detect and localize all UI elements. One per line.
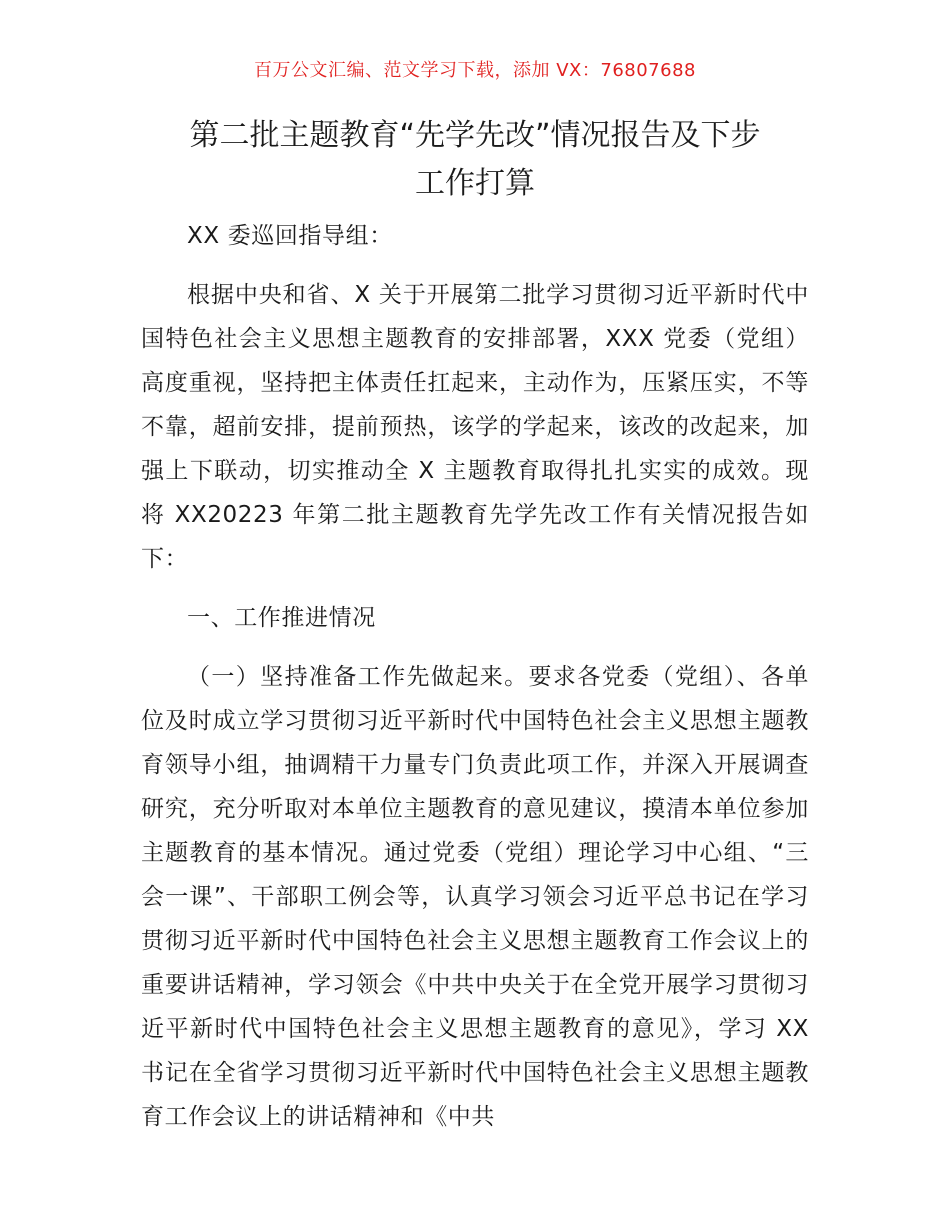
section-heading: 一、工作推进情况 <box>187 605 376 631</box>
title-line-2: 工作打算 <box>415 166 535 201</box>
intro-paragraph: 根据中央和省、X 关于开展第二批学习贯彻习近平新时代中国特色社会主义思想主题教育的安排部署，XXX 党委（党组）高度重视，坚持把主体责任扛起来，主动作为，压紧压实，不等不靠，超前安排，提前预热，该学的学起来，该改的改起来，加强上下联动，切实推动全 X 主题教育取得扎扎实实的成效。现将 XX20223 年第二批主题教育先学先改工作有关情况报告如下： <box>141 282 809 572</box>
section-paragraph: （一）坚持准备工作先做起来。要求各党委（党组）、各单位及时成立学习贯彻习近平新时代中国特色社会主义思想主题教育领导小组，抽调精干力量专门负责此项工作，并深入开展调查研究，充分听取对本单位主题教育的意见建议，摸清本单位参加主题教育的基本情况。通过党委（党组）理论学习中心组、“三会一课”、干部职工例会等，认真学习领会习近平总书记在学习贯彻习近平新时代中国特色社会主义思想主题教育工作会议上的重要讲话精神，学习领会《中共中央关于在全党开展学习贯彻习近平新时代中国特色社会主义思想主题教育的意见》，学习 XX 书记在全省学习贯彻习近平新时代中国特色社会主义思想主题教育工作会议上的讲话精神和《中共 <box>141 664 809 1130</box>
paragraph-gap <box>141 640 809 655</box>
document-body <box>141 214 809 1139</box>
title-line-1: 第二批主题教育“先学先改”情况报告及下步 <box>189 118 761 153</box>
paragraph-gap <box>141 258 809 273</box>
document-title <box>140 112 810 208</box>
salutation: XX 委巡回指导组： <box>187 223 393 249</box>
paragraph-gap <box>141 581 809 596</box>
download-notice: 百万公文汇编、范文学习下载，添加 VX：76807688 <box>254 60 696 81</box>
